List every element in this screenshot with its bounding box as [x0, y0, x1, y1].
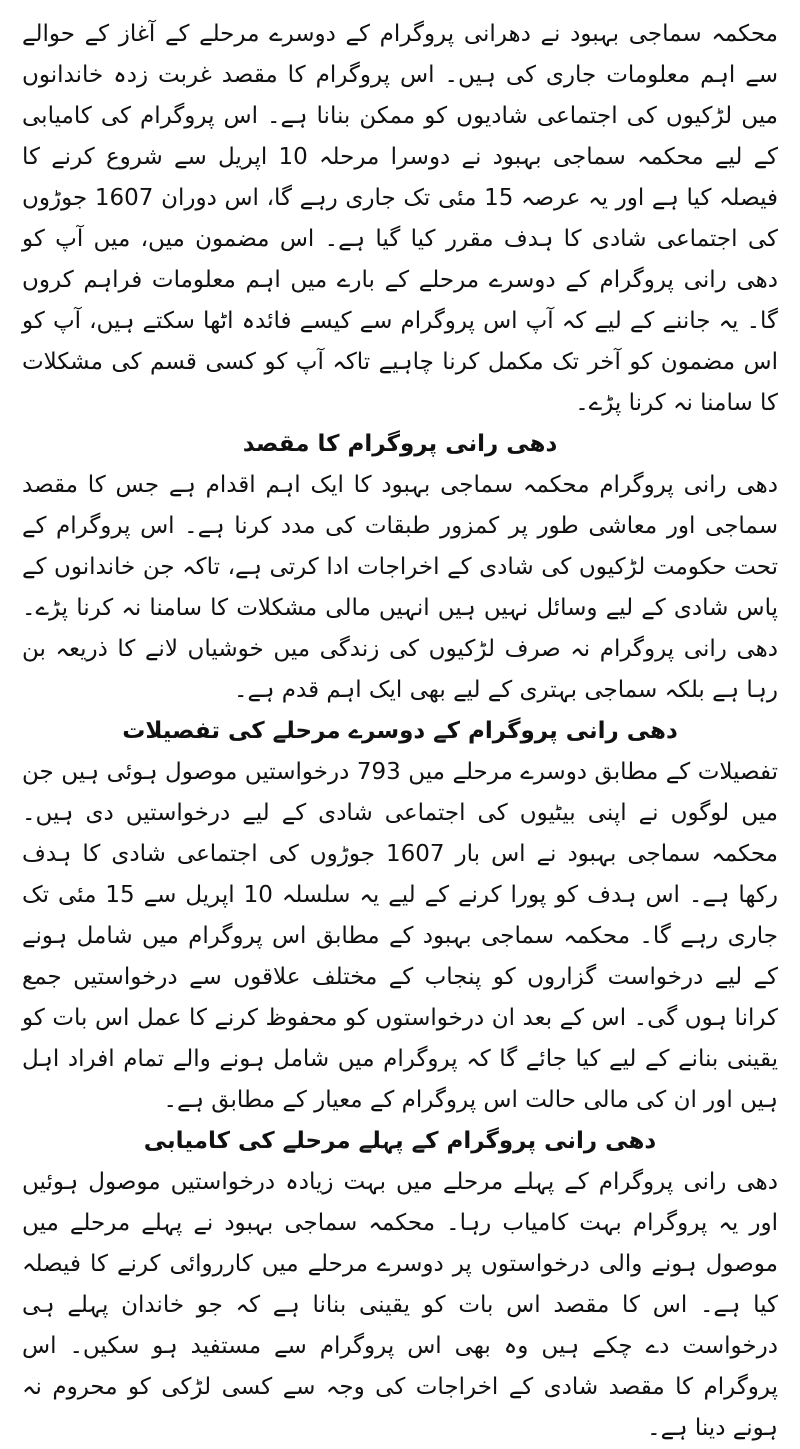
details-paragraph: تفصیلات کے مطابق دوسرے مرحلے میں 793 درخواستیں موصول ہوئی ہیں جن میں لوگوں نے اپنی بیٹیوں کی اجتماعی شادی کے لیے درخواستیں دی ہیں۔ محکمہ سماجی بہبود نے اس بار 1607 جوڑوں کی اجتماعی شادی کا ہدف رکھا ہے۔ اس ہدف کو پورا کرنے کے لیے یہ سلسلہ 10 اپریل سے 15 مئی تک جاری رہے گا۔ محکمہ سماجی بہبود کے مطابق اس پروگرام میں شامل ہونے کے لیے درخواست گزاروں کو پنجاب کے مختلف علاقوں سے درخواستیں جمع کرانا ہوں گی۔ اس کے بعد ان درخواستوں کو محفوظ کرنے کا عمل اس بات کو یقینی بنانے کے لیے کیا جائے گا کہ پروگرام میں شامل ہونے والے تمام افراد اہل ہیں اور ان کی مالی حالت اس پروگرام کے معیار کے مطابق ہے۔ [22, 759, 779, 1113]
heading-details: دھی رانی پروگرام کے دوسرے مرحلے کی تفصیلات [122, 718, 678, 744]
success-paragraph: دھی رانی پروگرام کے پہلے مرحلے میں بہت زیادہ درخواستیں موصول ہوئیں اور یہ پروگرام بہت کامیاب رہا۔ محکمہ سماجی بہبود نے پہلے مرحلے میں موصول ہونے والی درخواستوں پر دوسرے مرحلے میں کارروائی کرنے کا فیصلہ کیا ہے۔ اس کا مقصد اس بات کو یقینی بنانا ہے کہ جو خاندان پہلے ہی درخواست دے چکے ہیں وہ بھی اس پروگرام سے مستفید ہو سکیں۔ اس پروگرام کا مقصد شادی کے اخراجات کی وجہ سے کسی لڑکی کو محروم نہ ہونے دینا ہے۔ [22, 1169, 778, 1441]
heading-purpose: دھی رانی پروگرام کا مقصد [242, 431, 558, 457]
intro-paragraph: محکمہ سماجی بہبود نے دھرانی پروگرام کے دوسرے مرحلے کے آغاز کے حوالے سے اہم معلومات جاری کی ہیں۔ اس پروگرام کا مقصد غربت زدہ خاندانوں میں لڑکیوں کی اجتماعی شادیوں کو ممکن بنانا ہے۔ اس پروگرام کی کامیابی کے لیے محکمہ سماجی بہبود نے دوسرا مرحلہ 10 اپریل سے شروع کرنے کا فیصلہ کیا ہے اور یہ عرصہ 15 مئی تک جاری رہے گا، اس دوران 1607 جوڑوں کی اجتماعی شادی کا ہدف مقرر کیا گیا ہے۔ اس مضمون میں، میں آپ کو دھی رانی پروگرام کے دوسرے مرحلے کے بارے میں اہم معلومات فراہم کروں گا۔ یہ جاننے کے لیے کہ آپ اس پروگرام سے کیسے فائدہ اٹھا سکتے ہیں، آپ کو اس مضمون کو آخر تک مکمل کرنا چاہیے تاکہ آپ کو کسی قسم کی مشکلات کا سامنا نہ کرنا پڑے۔ [22, 21, 779, 416]
heading-success: دھی رانی پروگرام کے پہلے مرحلے کی کامیابی [143, 1128, 657, 1154]
purpose-paragraph: دھی رانی پروگرام محکمہ سماجی بہبود کا ایک اہم اقدام ہے جس کا مقصد سماجی اور معاشی طور پر کمزور طبقات کی مدد کرنا ہے۔ اس پروگرام کے تحت حکومت لڑکیوں کی شادی کے اخراجات ادا کرتی ہے، تاکہ جن خاندانوں کے پاس شادی کے لیے وسائل نہیں ہیں انہیں مالی مشکلات کا سامنا نہ کرنا پڑے۔ دھی رانی پروگرام نہ صرف لڑکیوں کی زندگی میں خوشیاں لانے کا ذریعہ بن رہا ہے بلکہ سماجی بہتری کے لیے بھی ایک اہم قدم ہے۔ [22, 472, 778, 703]
